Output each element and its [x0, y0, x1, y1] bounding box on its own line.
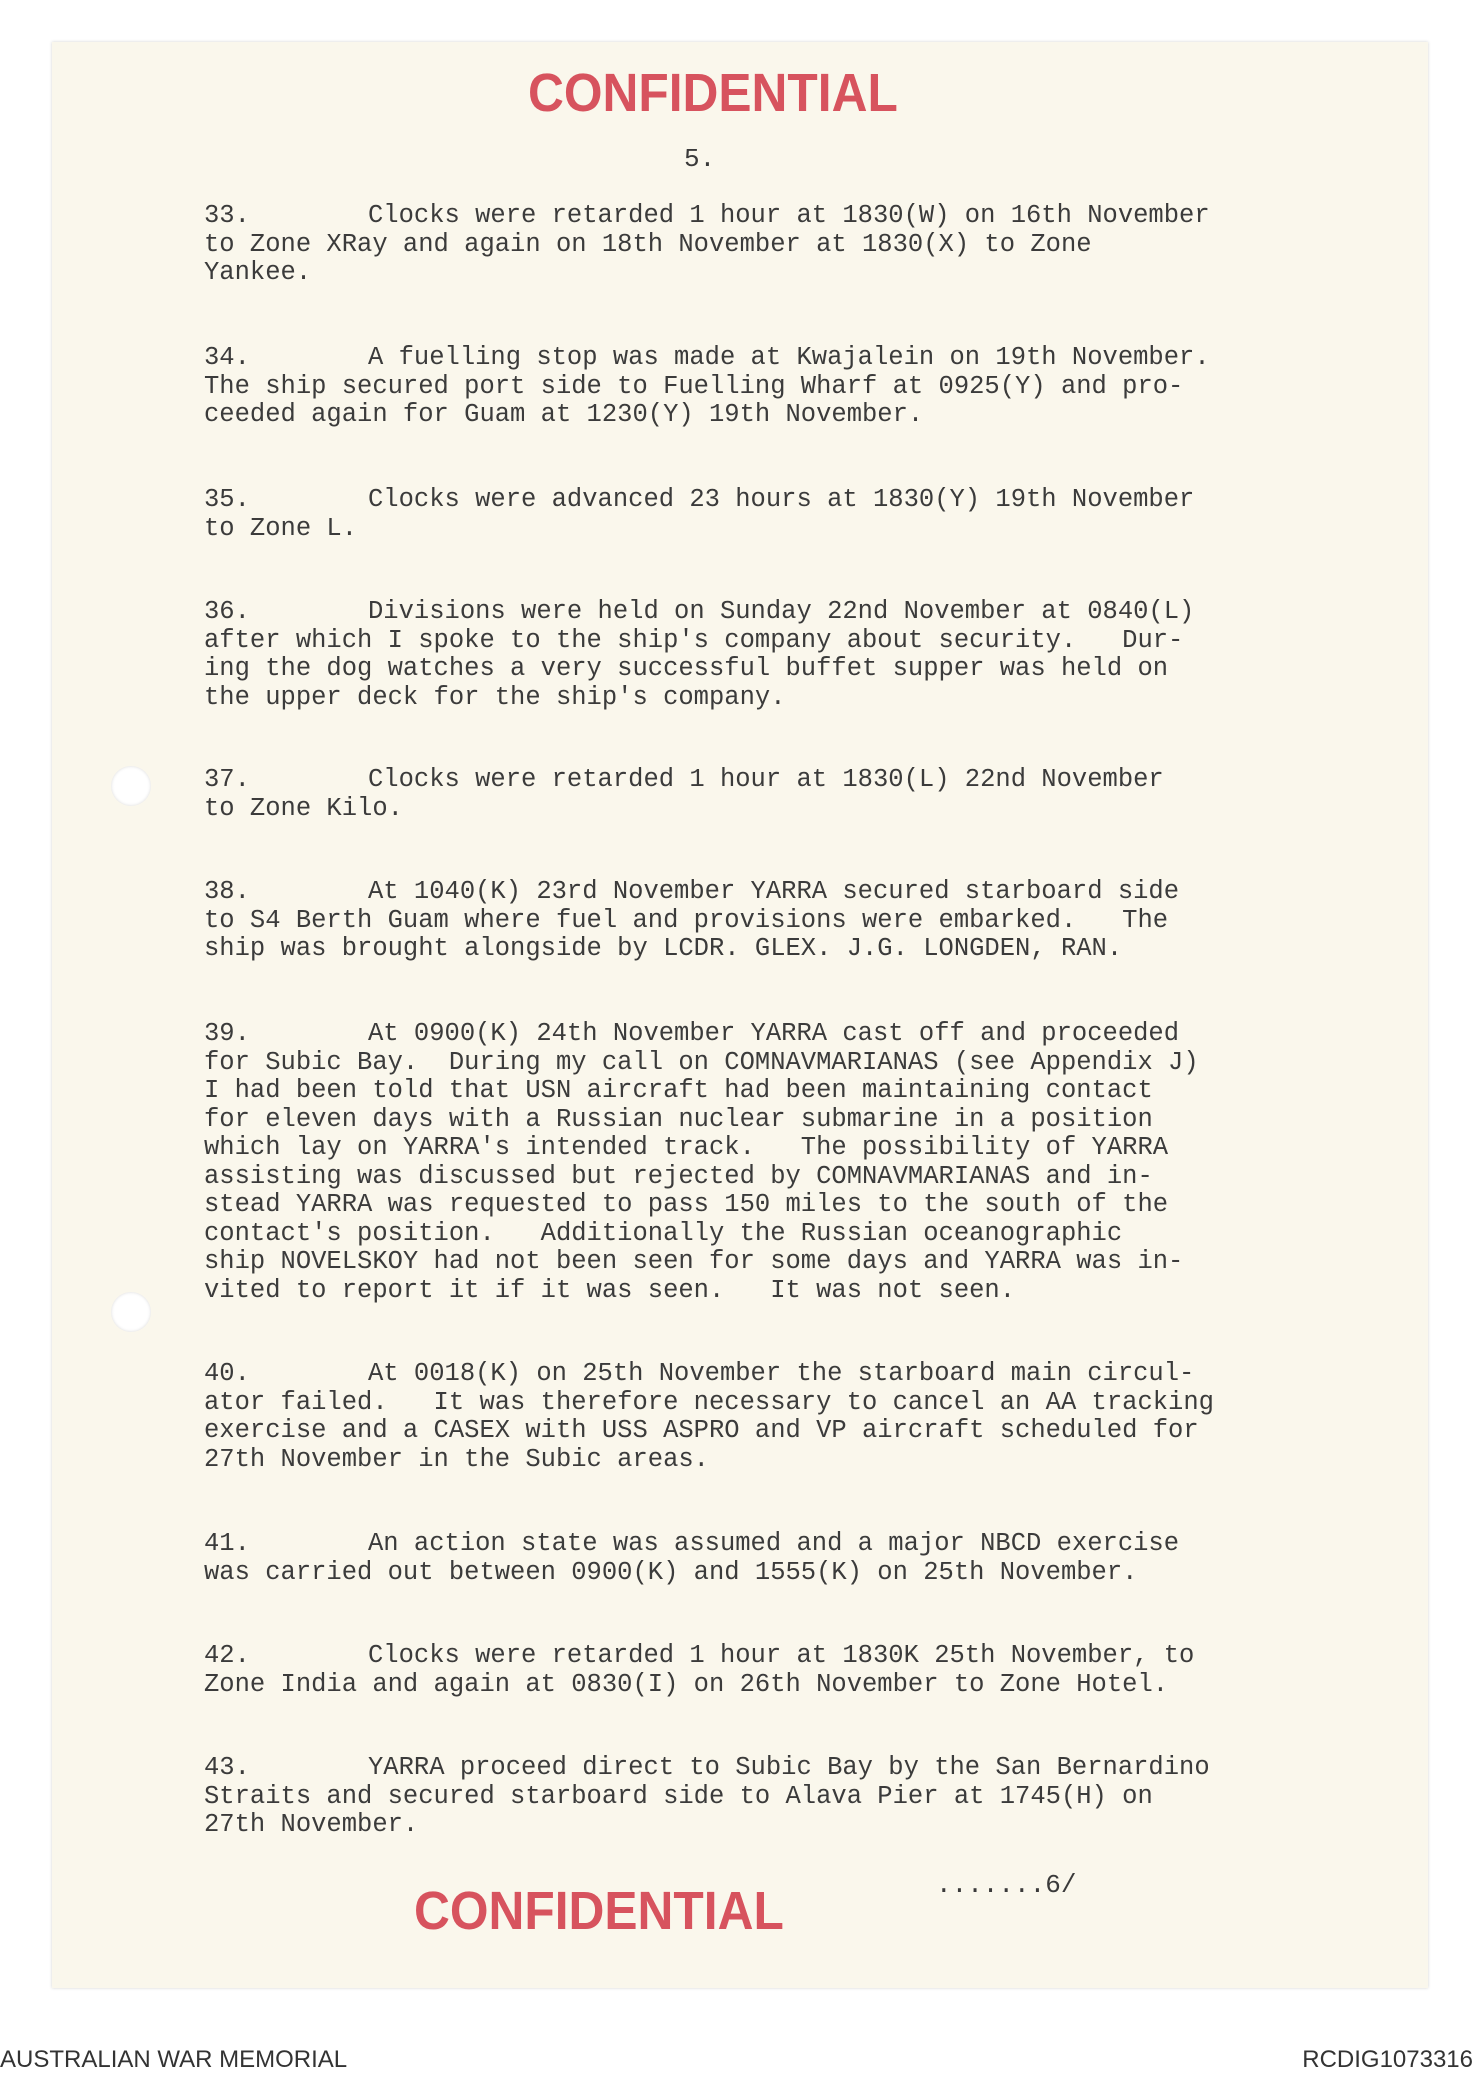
paragraph-text: Clocks were advanced 23 hours at 1830(Y) 19th November	[368, 485, 1195, 514]
punch-hole-top	[111, 766, 151, 806]
paragraph-number: 38.	[204, 877, 250, 906]
paragraph-line	[204, 1811, 1304, 1840]
paragraph-text: Yankee.	[204, 258, 312, 287]
paragraph-number: 39.	[204, 1019, 250, 1048]
paragraph-text: Clocks were retarded 1 hour at 1830(L) 22nd November	[368, 765, 1164, 794]
paragraph-line	[204, 1389, 1304, 1418]
paragraph-line	[204, 486, 1304, 515]
paragraph-number: 40.	[204, 1359, 250, 1388]
paragraph-line	[204, 907, 1304, 936]
paragraph-text: which lay on YARRA's intended track. The possibility of YARRA	[204, 1133, 1169, 1162]
paragraph-text: The ship secured port side to Fuelling Wharf at 0925(Y) and pro-	[204, 371, 1184, 401]
paragraph-line	[204, 515, 1304, 544]
paragraph	[204, 1020, 1304, 1305]
paragraph-line	[204, 1277, 1304, 1306]
paragraph-line	[204, 1020, 1304, 1049]
paragraph	[204, 344, 1304, 430]
paragraph-line	[204, 1754, 1304, 1783]
page-continuation-marker: .......6/	[936, 1870, 1077, 1900]
paragraph	[204, 598, 1304, 712]
paragraph-number: 36.	[204, 597, 250, 626]
paragraph-text: exercise and a CASEX with USS ASPRO and VP aircraft scheduled for	[204, 1416, 1199, 1445]
paragraph-line	[204, 1248, 1304, 1277]
paragraph-text: At 0018(K) on 25th November the starboard main circul-	[368, 1359, 1195, 1388]
paragraph-line	[204, 1671, 1304, 1700]
paragraph-text: was carried out between 0900(K) and 1555(K) on 25th November.	[204, 1557, 1138, 1587]
paragraph-line	[204, 373, 1304, 402]
paragraph-text: assisting was discussed but rejected by COMNAVMARIANAS and in-	[204, 1161, 1153, 1191]
paragraph	[204, 1754, 1304, 1840]
footer-catalog-id: RCDIG1073316	[1302, 2046, 1473, 2073]
paragraph-line	[204, 1417, 1304, 1446]
paragraph-line	[204, 1783, 1304, 1812]
paragraph-line	[204, 1106, 1304, 1135]
paragraph-number: 37.	[204, 765, 250, 794]
paragraph-line	[204, 1077, 1304, 1106]
paragraph-line	[204, 766, 1304, 795]
paragraph-line	[204, 1220, 1304, 1249]
paragraph-line	[204, 935, 1304, 964]
paragraph-line	[204, 1446, 1304, 1475]
paragraph-text: to Zone L.	[204, 513, 358, 543]
paragraph-number: 42.	[204, 1641, 250, 1670]
paragraph-line	[204, 1049, 1304, 1078]
paragraph-number: 41.	[204, 1529, 250, 1558]
paragraph	[204, 202, 1304, 288]
paragraph-text: contact's position. Additionally the Russian oceanographic	[204, 1218, 1123, 1248]
paragraph-text: At 1040(K) 23rd November YARRA secured starboard side	[368, 877, 1180, 906]
paragraph-line	[204, 1191, 1304, 1220]
paragraph-line	[204, 598, 1304, 627]
paragraph-text: ship NOVELSKOY had not been seen for some days and YARRA was in-	[204, 1247, 1184, 1276]
paragraph-number: 34.	[204, 343, 250, 372]
paragraph-line	[204, 401, 1304, 430]
paragraph-number: 43.	[204, 1753, 250, 1782]
paragraph	[204, 486, 1304, 543]
paragraph-text: ceeded again for Guam at 1230(Y) 19th November.	[204, 400, 924, 429]
punch-hole-bottom	[111, 1292, 151, 1332]
paragraph-text: Clocks were retarded 1 hour at 1830(W) on 16th November	[368, 201, 1210, 230]
paragraph-text: stead YARRA was requested to pass 150 miles to the south of the	[204, 1190, 1169, 1219]
paragraph-text: Zone India and again at 0830(I) on 26th November to Zone Hotel.	[204, 1669, 1169, 1699]
footer-institution: AUSTRALIAN WAR MEMORIAL	[0, 2046, 348, 2073]
paragraph-text: after which I spoke to the ship's company about security. Dur-	[204, 625, 1184, 655]
paragraph-text: for eleven days with a Russian nuclear submarine in a position	[204, 1104, 1153, 1134]
paragraph-line	[204, 344, 1304, 373]
paragraph-text: At 0900(K) 24th November YARRA cast off and proceeded	[368, 1019, 1180, 1048]
paragraph-line	[204, 231, 1304, 260]
paragraph-text: for Subic Bay. During my call on COMNAVMARIANAS (see Appendix J)	[204, 1047, 1199, 1077]
paragraph-text: 27th November in the Subic areas.	[204, 1444, 709, 1474]
paragraph-line	[204, 878, 1304, 907]
paragraph-line	[204, 795, 1304, 824]
paragraph-text: to Zone XRay and again on 18th November at 1830(X) to Zone	[204, 229, 1092, 259]
paragraph-line	[204, 1360, 1304, 1389]
paragraph-line	[204, 259, 1304, 288]
paragraph-text: Clocks were retarded 1 hour at 1830K 25th November, to	[368, 1641, 1195, 1670]
paragraph-text: ship was brought alongside by LCDR. GLEX. J.G. LONGDEN, RAN.	[204, 934, 1123, 963]
paragraph-text: ator failed. It was therefore necessary to cancel an AA tracking	[204, 1387, 1214, 1417]
page-number: 5.	[684, 144, 716, 174]
paragraph-number: 35.	[204, 485, 250, 514]
paragraph-line	[204, 1642, 1304, 1671]
paragraph-text: ing the dog watches a very successful buffet supper was held on	[204, 654, 1169, 683]
paragraph	[204, 1530, 1304, 1587]
paragraph-line	[204, 627, 1304, 656]
paragraph-line	[204, 1559, 1304, 1588]
paragraph-text: A fuelling stop was made at Kwajalein on 19th November.	[368, 343, 1210, 372]
paragraph	[204, 766, 1304, 823]
paragraph-text: to Zone Kilo.	[204, 793, 403, 823]
paragraph-text: vited to report it if it was seen. It was not seen.	[204, 1275, 1016, 1305]
paragraph-line	[204, 684, 1304, 713]
paragraph-text: An action state was assumed and a major NBCD exercise	[368, 1529, 1180, 1558]
paragraph-line	[204, 1530, 1304, 1559]
confidential-stamp-top: CONFIDENTIAL	[528, 63, 898, 123]
paragraph-line	[204, 1163, 1304, 1192]
paragraph-line	[204, 202, 1304, 231]
paragraph-line	[204, 655, 1304, 684]
paragraph-number: 33.	[204, 201, 250, 230]
paragraph-text: Divisions were held on Sunday 22nd November at 0840(L)	[368, 597, 1195, 626]
paragraph-line	[204, 1134, 1304, 1163]
paragraph	[204, 878, 1304, 964]
paragraph-text: Straits and secured starboard side to Alava Pier at 1745(H) on	[204, 1781, 1153, 1811]
paragraph-text: to S4 Berth Guam where fuel and provisions were embarked. The	[204, 905, 1169, 935]
paragraph-text: I had been told that USN aircraft had been maintaining contact	[204, 1076, 1153, 1105]
paragraph-text: 27th November.	[204, 1810, 419, 1839]
paragraph-text: YARRA proceed direct to Subic Bay by the San Bernardino	[368, 1753, 1210, 1782]
confidential-stamp-bottom: CONFIDENTIAL	[414, 1881, 784, 1941]
paragraph	[204, 1360, 1304, 1474]
paragraph	[204, 1642, 1304, 1699]
paragraph-text: the upper deck for the ship's company.	[204, 682, 786, 712]
